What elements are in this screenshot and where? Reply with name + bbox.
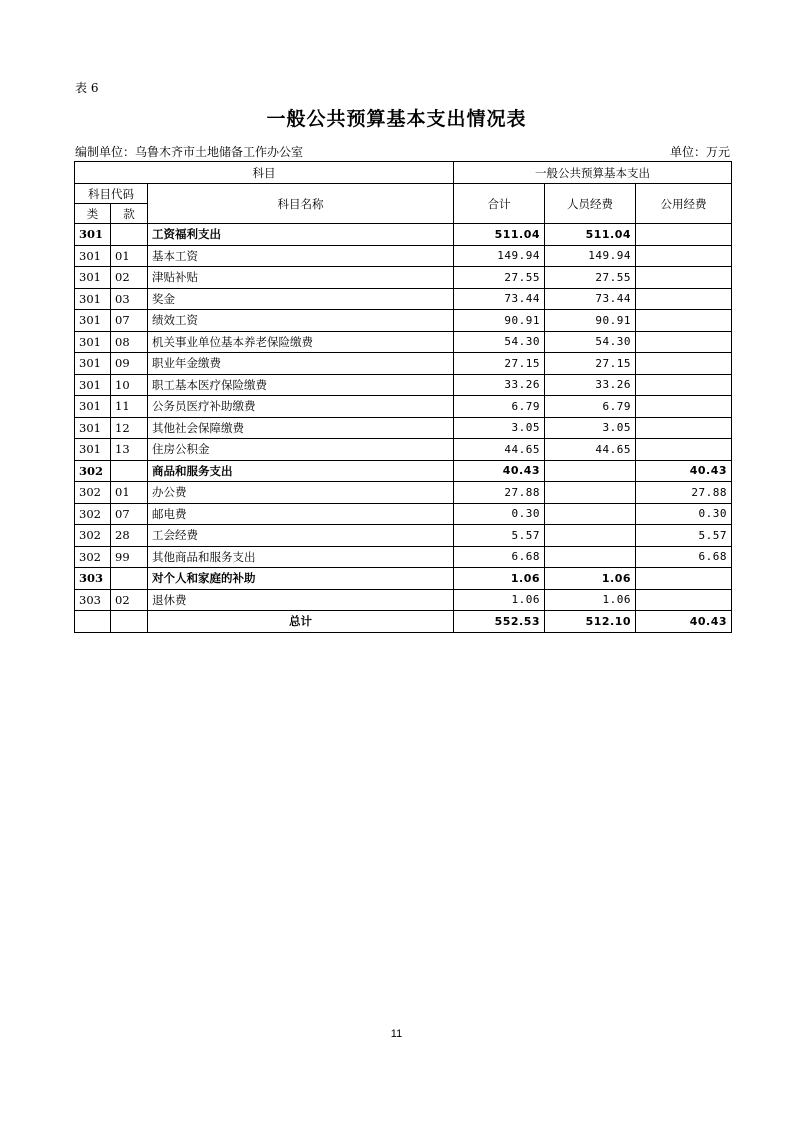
item-cell: 02 xyxy=(111,267,148,289)
table-row xyxy=(75,267,732,289)
category-cell xyxy=(75,611,111,633)
item-cell xyxy=(111,460,148,482)
table-row xyxy=(75,374,732,396)
table-row xyxy=(75,417,732,439)
name-cell: 绩效工资 xyxy=(148,310,454,332)
personnel-cell: 73.44 xyxy=(545,288,636,310)
personnel-cell xyxy=(545,503,636,525)
total-cell: 5.57 xyxy=(454,525,545,547)
item-cell: 10 xyxy=(111,374,148,396)
total-label: 总计 xyxy=(148,611,454,633)
public-cell xyxy=(636,396,732,418)
public-cell xyxy=(636,288,732,310)
page-number: 11 xyxy=(390,1028,403,1040)
personnel-cell: 33.26 xyxy=(545,374,636,396)
table-row xyxy=(75,245,732,267)
name-cell: 退休费 xyxy=(148,589,454,611)
total-cell: 511.04 xyxy=(454,224,545,246)
category-cell: 301 xyxy=(75,353,111,375)
category-cell: 302 xyxy=(75,482,111,504)
public-cell: 40.43 xyxy=(636,460,732,482)
personnel-cell xyxy=(545,525,636,547)
table-row xyxy=(75,546,732,568)
personnel-cell: 27.15 xyxy=(545,353,636,375)
name-cell: 奖金 xyxy=(148,288,454,310)
public-cell xyxy=(636,417,732,439)
item-cell: 11 xyxy=(111,396,148,418)
compiling-unit: 编制单位：乌鲁木齐市土地储备工作办公室 xyxy=(75,145,304,159)
table-row xyxy=(75,310,732,332)
personnel-cell: 512.10 xyxy=(545,611,636,633)
total-cell: 44.65 xyxy=(454,439,545,461)
name-cell: 邮电费 xyxy=(148,503,454,525)
table-row xyxy=(75,331,732,353)
item-cell: 01 xyxy=(111,245,148,267)
page-title: 一般公共预算基本支出情况表 xyxy=(266,108,527,130)
personnel-cell: 149.94 xyxy=(545,245,636,267)
public-cell xyxy=(636,331,732,353)
personnel-cell: 3.05 xyxy=(545,417,636,439)
category-cell: 301 xyxy=(75,224,111,246)
category-cell: 301 xyxy=(75,267,111,289)
total-cell: 73.44 xyxy=(454,288,545,310)
category-cell: 301 xyxy=(75,396,111,418)
name-cell: 工资福利支出 xyxy=(148,224,454,246)
item-cell xyxy=(111,568,148,590)
total-cell: 27.88 xyxy=(454,482,545,504)
table-row xyxy=(75,288,732,310)
name-cell: 职业年金缴费 xyxy=(148,353,454,375)
header-subject-code: 科目代码 xyxy=(75,184,148,204)
name-cell: 职工基本医疗保险缴费 xyxy=(148,374,454,396)
total-cell: 3.05 xyxy=(454,417,545,439)
public-cell: 40.43 xyxy=(636,611,732,633)
item-cell: 99 xyxy=(111,546,148,568)
personnel-cell: 54.30 xyxy=(545,331,636,353)
header-basic-expenditure: 一般公共预算基本支出 xyxy=(454,162,732,184)
personnel-cell: 44.65 xyxy=(545,439,636,461)
personnel-cell: 90.91 xyxy=(545,310,636,332)
currency-unit: 单位：万元 xyxy=(669,145,730,159)
name-cell: 其他商品和服务支出 xyxy=(148,546,454,568)
header-total: 合计 xyxy=(454,184,545,224)
category-cell: 302 xyxy=(75,546,111,568)
personnel-cell: 1.06 xyxy=(545,568,636,590)
table-row xyxy=(75,353,732,375)
table-body xyxy=(75,224,732,633)
total-cell: 54.30 xyxy=(454,331,545,353)
category-cell: 302 xyxy=(75,460,111,482)
item-cell: 12 xyxy=(111,417,148,439)
budget-table xyxy=(74,161,732,633)
name-cell: 商品和服务支出 xyxy=(148,460,454,482)
table-row xyxy=(75,503,732,525)
category-cell: 301 xyxy=(75,310,111,332)
public-cell xyxy=(636,439,732,461)
public-cell: 6.68 xyxy=(636,546,732,568)
item-cell: 07 xyxy=(111,503,148,525)
grand-total-row xyxy=(75,611,732,633)
public-cell xyxy=(636,310,732,332)
personnel-cell: 6.79 xyxy=(545,396,636,418)
public-cell: 5.57 xyxy=(636,525,732,547)
table-row xyxy=(75,589,732,611)
personnel-cell xyxy=(545,460,636,482)
item-cell: 03 xyxy=(111,288,148,310)
table-label: 表 6 xyxy=(75,81,99,95)
category-cell: 303 xyxy=(75,589,111,611)
table-row xyxy=(75,525,732,547)
category-cell: 303 xyxy=(75,568,111,590)
name-cell: 机关事业单位基本养老保险缴费 xyxy=(148,331,454,353)
header-personnel: 人员经费 xyxy=(545,184,636,224)
name-cell: 津贴补贴 xyxy=(148,267,454,289)
table-row xyxy=(75,439,732,461)
header-category: 类 xyxy=(75,204,111,224)
total-cell: 552.53 xyxy=(454,611,545,633)
item-cell: 28 xyxy=(111,525,148,547)
total-cell: 40.43 xyxy=(454,460,545,482)
table-row xyxy=(75,396,732,418)
category-cell: 302 xyxy=(75,503,111,525)
public-cell xyxy=(636,353,732,375)
table-row xyxy=(75,482,732,504)
item-cell: 09 xyxy=(111,353,148,375)
personnel-cell: 1.06 xyxy=(545,589,636,611)
category-cell: 301 xyxy=(75,288,111,310)
public-cell: 27.88 xyxy=(636,482,732,504)
item-cell: 01 xyxy=(111,482,148,504)
header-public: 公用经费 xyxy=(636,184,732,224)
header-subject: 科目 xyxy=(75,162,454,184)
public-cell: 0.30 xyxy=(636,503,732,525)
category-cell: 302 xyxy=(75,525,111,547)
public-cell xyxy=(636,568,732,590)
item-cell: 08 xyxy=(111,331,148,353)
item-cell xyxy=(111,224,148,246)
name-cell: 基本工资 xyxy=(148,245,454,267)
header-item: 款 xyxy=(111,204,148,224)
category-cell: 301 xyxy=(75,439,111,461)
public-cell xyxy=(636,374,732,396)
name-cell: 对个人和家庭的补助 xyxy=(148,568,454,590)
subtotal-row xyxy=(75,568,732,590)
total-cell: 1.06 xyxy=(454,568,545,590)
public-cell xyxy=(636,224,732,246)
name-cell: 住房公积金 xyxy=(148,439,454,461)
name-cell: 工会经费 xyxy=(148,525,454,547)
subtotal-row xyxy=(75,460,732,482)
public-cell xyxy=(636,589,732,611)
public-cell xyxy=(636,245,732,267)
total-cell: 27.55 xyxy=(454,267,545,289)
header-subject-name: 科目名称 xyxy=(148,184,454,224)
total-cell: 149.94 xyxy=(454,245,545,267)
category-cell: 301 xyxy=(75,331,111,353)
item-cell xyxy=(111,611,148,633)
total-cell: 27.15 xyxy=(454,353,545,375)
item-cell: 02 xyxy=(111,589,148,611)
category-cell: 301 xyxy=(75,245,111,267)
total-cell: 90.91 xyxy=(454,310,545,332)
total-cell: 6.68 xyxy=(454,546,545,568)
personnel-cell xyxy=(545,546,636,568)
item-cell: 07 xyxy=(111,310,148,332)
category-cell: 301 xyxy=(75,417,111,439)
total-cell: 1.06 xyxy=(454,589,545,611)
total-cell: 6.79 xyxy=(454,396,545,418)
item-cell: 13 xyxy=(111,439,148,461)
subtotal-row xyxy=(75,224,732,246)
name-cell: 其他社会保障缴费 xyxy=(148,417,454,439)
personnel-cell xyxy=(545,482,636,504)
personnel-cell: 511.04 xyxy=(545,224,636,246)
public-cell xyxy=(636,267,732,289)
name-cell: 公务员医疗补助缴费 xyxy=(148,396,454,418)
personnel-cell: 27.55 xyxy=(545,267,636,289)
category-cell: 301 xyxy=(75,374,111,396)
total-cell: 0.30 xyxy=(454,503,545,525)
name-cell: 办公费 xyxy=(148,482,454,504)
total-cell: 33.26 xyxy=(454,374,545,396)
